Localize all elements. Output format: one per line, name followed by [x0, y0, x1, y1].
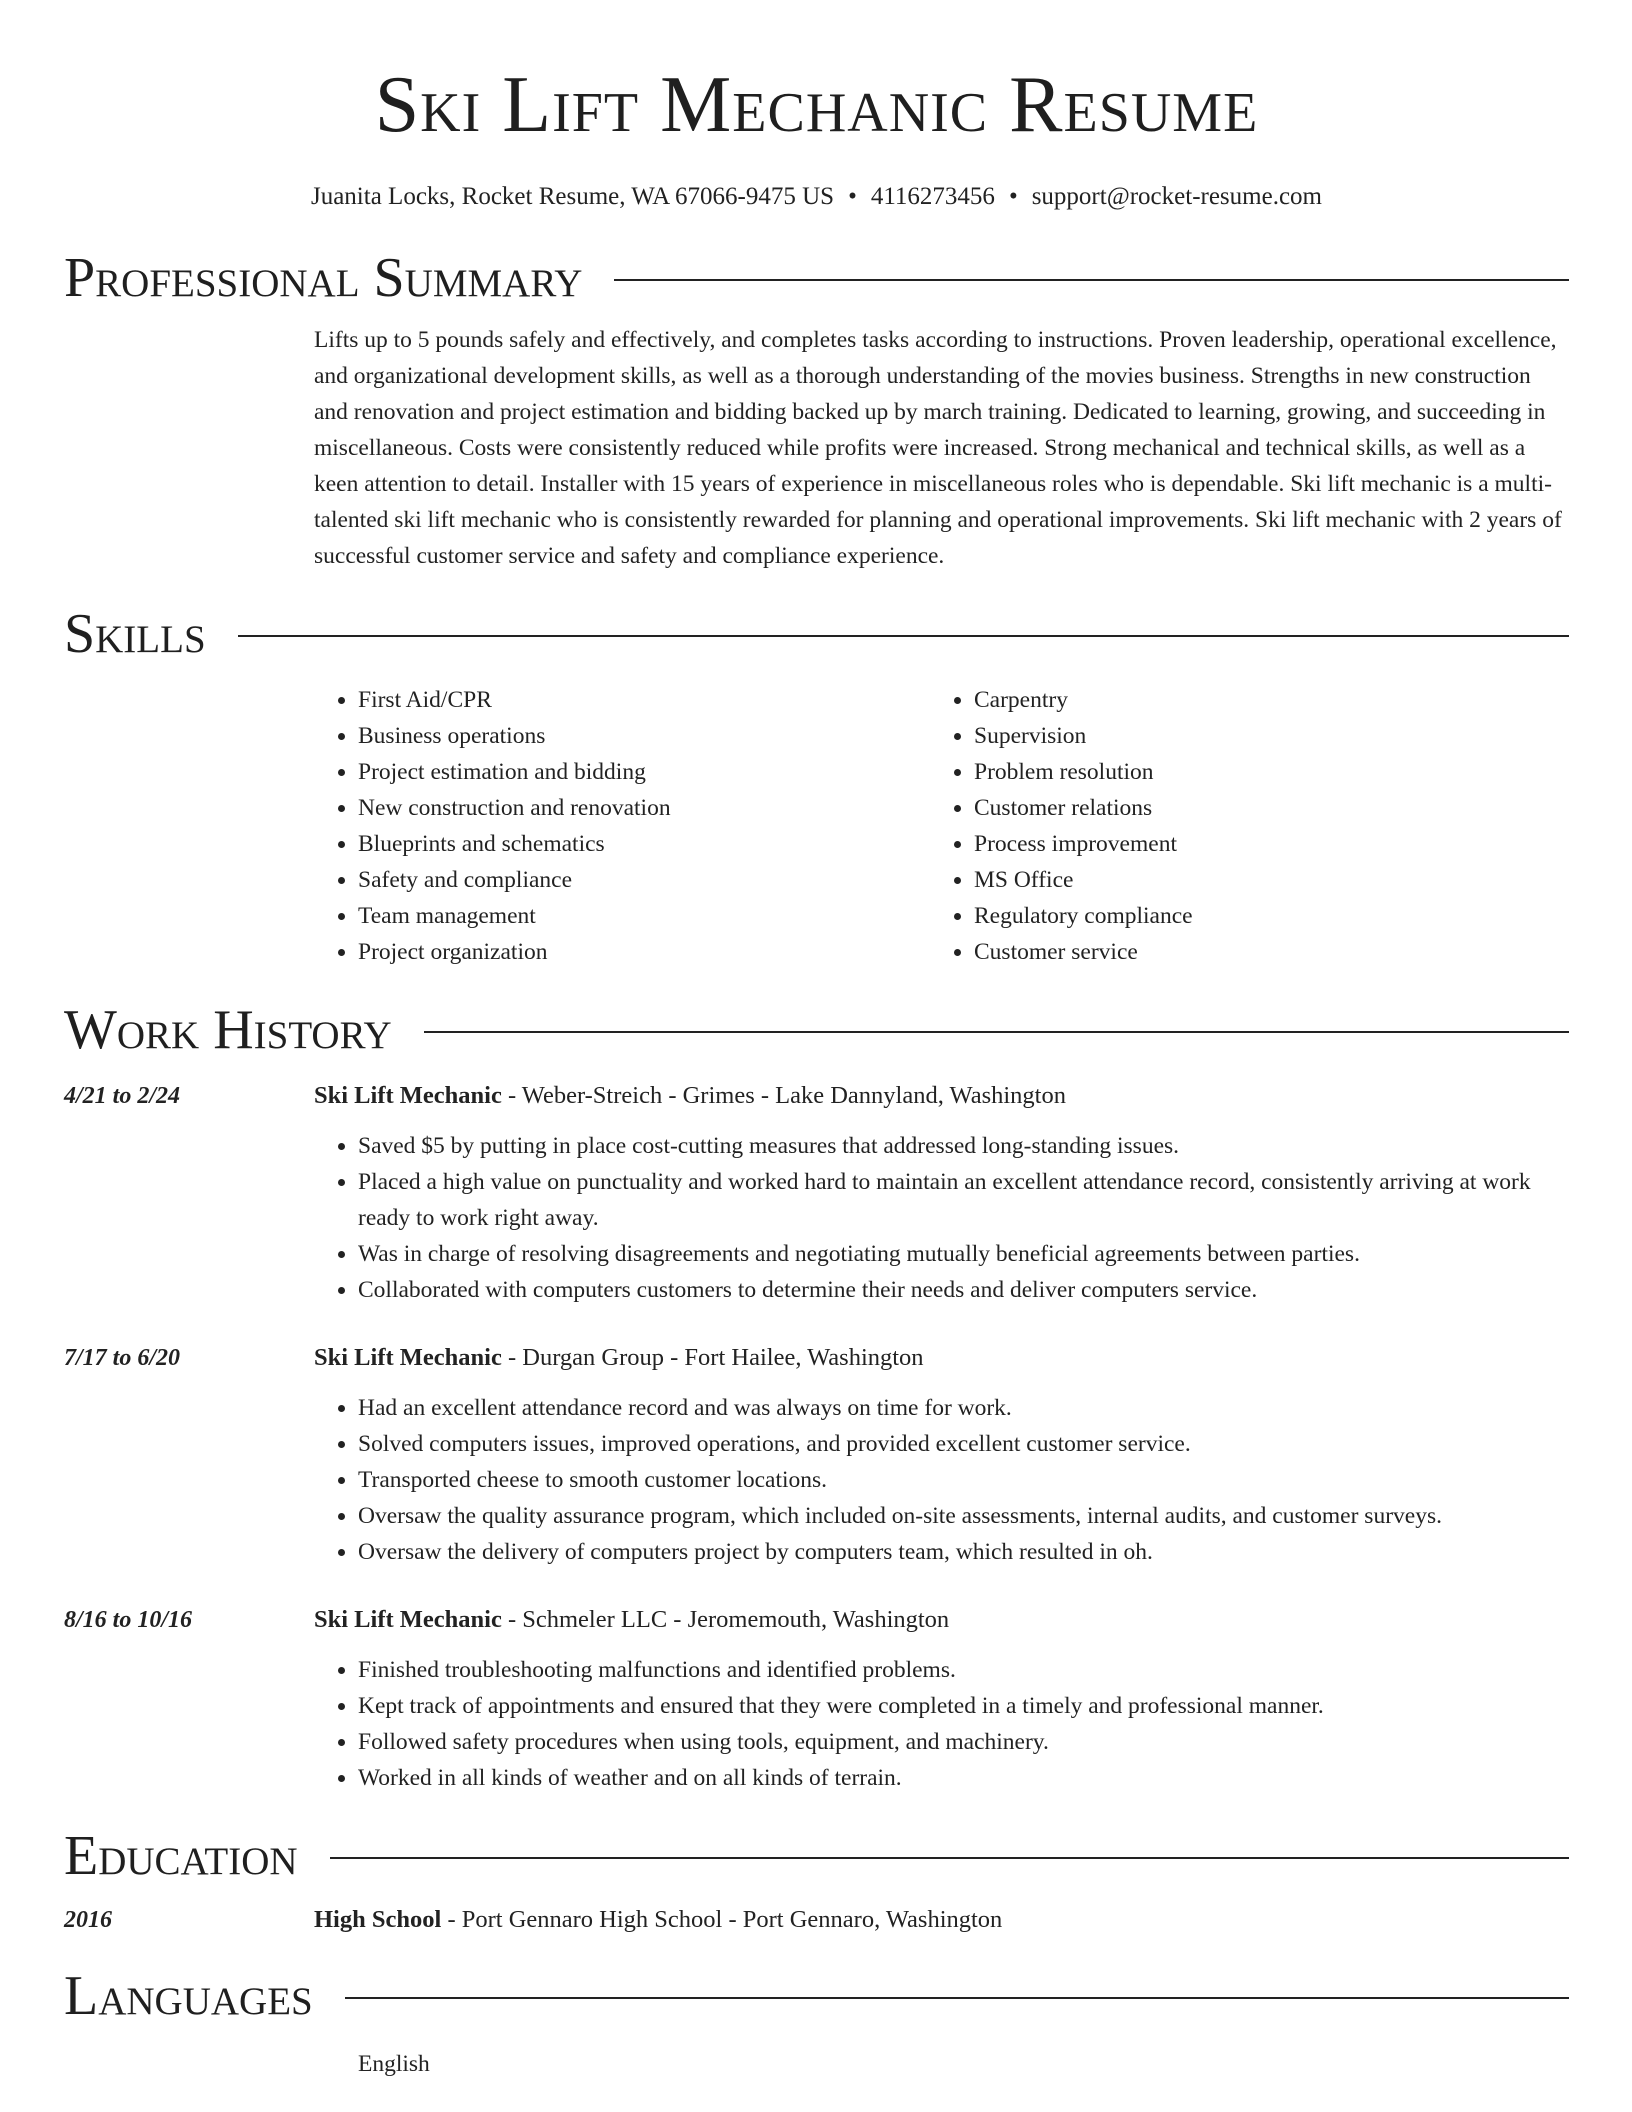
section-education-header	[64, 1824, 1569, 1888]
summary-section	[314, 322, 1569, 574]
skill-item: • Team management	[358, 898, 930, 934]
skill-item: • Regulatory compliance	[974, 898, 1546, 934]
job-bullet: • Had an excellent attendance record and was always on time for work.	[358, 1390, 1569, 1426]
section-work-header	[64, 998, 1569, 1062]
skill-item: • Project organization	[358, 934, 930, 970]
job-entry	[64, 1078, 1569, 1308]
skills-list-right	[930, 682, 1546, 970]
contact-separator: •	[848, 183, 857, 210]
job-bullets	[314, 1652, 1569, 1796]
job-bullet: • Worked in all kinds of weather and on all kinds of terrain.	[358, 1760, 1569, 1796]
job-bullet: • Collaborated with computers customers to determine their needs and deliver computers service.	[358, 1272, 1569, 1308]
job-bullet: • Placed a high value on punctuality and worked hard to maintain an excellent attendance record, consistently arriving at work ready to work right away.	[358, 1164, 1569, 1236]
skill-item: • Safety and compliance	[358, 862, 930, 898]
section-heading: Work History	[64, 999, 392, 1061]
job-bullet: • Was in charge of resolving disagreements and negotiating mutually beneficial agreements between parties.	[358, 1236, 1569, 1272]
job-employer: - Weber-Streich - Grimes - Lake Dannyland, Washington	[501, 1082, 1066, 1109]
contact-separator: •	[1008, 183, 1018, 210]
job-employer: - Durgan Group - Fort Hailee, Washington	[501, 1344, 924, 1371]
section-languages-header	[64, 1964, 1569, 2028]
education-year: 2016	[64, 1907, 112, 1933]
section-divider	[424, 1031, 1569, 1033]
education-entry	[64, 1902, 1569, 1938]
section-divider	[238, 635, 1569, 637]
section-heading: Skills	[64, 603, 206, 665]
skill-item: • Process improvement	[974, 826, 1546, 862]
contact-line	[64, 182, 1569, 212]
job-title: Ski Lift Mechanic	[314, 1082, 502, 1109]
contact-phone: 4116273456	[870, 183, 995, 210]
job-title: Ski Lift Mechanic	[314, 1606, 502, 1633]
skills-list-left	[314, 682, 930, 970]
resume-title: Ski Lift Mechanic Resume	[374, 61, 1259, 149]
job-heading	[314, 1602, 1569, 1638]
summary-text: Lifts up to 5 pounds safely and effectively, and completes tasks according to instructions. Proven leadership, operational excellence, and organizational development skills, as well as a thorough understanding of the movies business. Strengths in new construction and renovation and project estimation and bidding backed up by march training. Dedicated to learning, growing, and succeeding in miscellaneous. Costs were consistently reduced while profits were increased. Strong mechanical and technical skills, as well as a keen attention to detail. Installer with 15 years of experience in miscellaneous roles who is dependable. Ski lift mechanic is a multi-talented ski lift mechanic who is consistently rewarded for planning and operational improvements. Ski lift mechanic with 2 years of successful customer service and safety and compliance experience.	[314, 327, 1562, 569]
job-bullets	[314, 1390, 1569, 1570]
job-bullet: • Transported cheese to smooth customer locations.	[358, 1462, 1569, 1498]
job-dates: 4/21 to 2/24	[64, 1083, 181, 1109]
section-divider	[614, 279, 1569, 281]
skill-item: • Customer relations	[974, 790, 1546, 826]
job-dates: 7/17 to 6/20	[64, 1345, 181, 1371]
skill-item: • New construction and renovation	[358, 790, 930, 826]
job-dates: 8/16 to 10/16	[64, 1607, 193, 1633]
job-bullet: • Kept track of appointments and ensured that they were completed in a timely and professional manner.	[358, 1688, 1569, 1724]
job-heading	[314, 1340, 1569, 1376]
section-skills-header	[64, 602, 1569, 666]
contact-email[interactable]: support@rocket-resume.com	[1031, 183, 1322, 210]
section-divider	[330, 1857, 1569, 1859]
job-bullets	[314, 1128, 1569, 1308]
skill-item: • Blueprints and schematics	[358, 826, 930, 862]
skill-item: • First Aid/CPR	[358, 682, 930, 718]
language-item: English	[358, 2051, 430, 2077]
job-bullet: • Saved $5 by putting in place cost-cutting measures that addressed long-standing issues.	[358, 1128, 1569, 1164]
education-heading	[314, 1902, 1569, 1938]
skill-item: • Problem resolution	[974, 754, 1546, 790]
section-heading: Professional Summary	[64, 247, 583, 309]
job-title: Ski Lift Mechanic	[314, 1344, 502, 1371]
job-entry	[64, 1340, 1569, 1570]
skill-item: • Customer service	[974, 934, 1546, 970]
section-divider	[345, 1997, 1569, 1999]
skill-item: • Carpentry	[974, 682, 1546, 718]
job-employer: - Schmeler LLC - Jeromemouth, Washington	[501, 1606, 950, 1633]
job-bullet: • Followed safety procedures when using tools, equipment, and machinery.	[358, 1724, 1569, 1760]
languages-section	[314, 2046, 1569, 2082]
education-school: - Port Gennaro High School - Port Gennaro, Washington	[441, 1906, 1003, 1933]
skill-item: • Project estimation and bidding	[358, 754, 930, 790]
job-bullet: • Solved computers issues, improved operations, and provided excellent customer service.	[358, 1426, 1569, 1462]
skill-item: • Supervision	[974, 718, 1546, 754]
section-heading: Education	[64, 1825, 298, 1887]
section-summary-header	[64, 246, 1569, 310]
skill-item: • Business operations	[358, 718, 930, 754]
section-heading: Languages	[64, 1965, 313, 2027]
languages-list	[314, 2046, 1569, 2082]
job-bullet: • Finished troubleshooting malfunctions and identified problems.	[358, 1652, 1569, 1688]
job-bullet: • Oversaw the quality assurance program, which included on-site assessments, internal audits, and customer surveys.	[358, 1498, 1569, 1534]
job-heading	[314, 1078, 1569, 1114]
education-degree: High School	[314, 1906, 442, 1933]
skill-item: • MS Office	[974, 862, 1546, 898]
contact-address: Juanita Locks, Rocket Resume, WA 67066-9475 US	[310, 183, 835, 210]
skills-section	[314, 682, 1569, 970]
job-bullet: • Oversaw the delivery of computers project by computers team, which resulted in oh.	[358, 1534, 1569, 1570]
job-entry	[64, 1602, 1569, 1796]
